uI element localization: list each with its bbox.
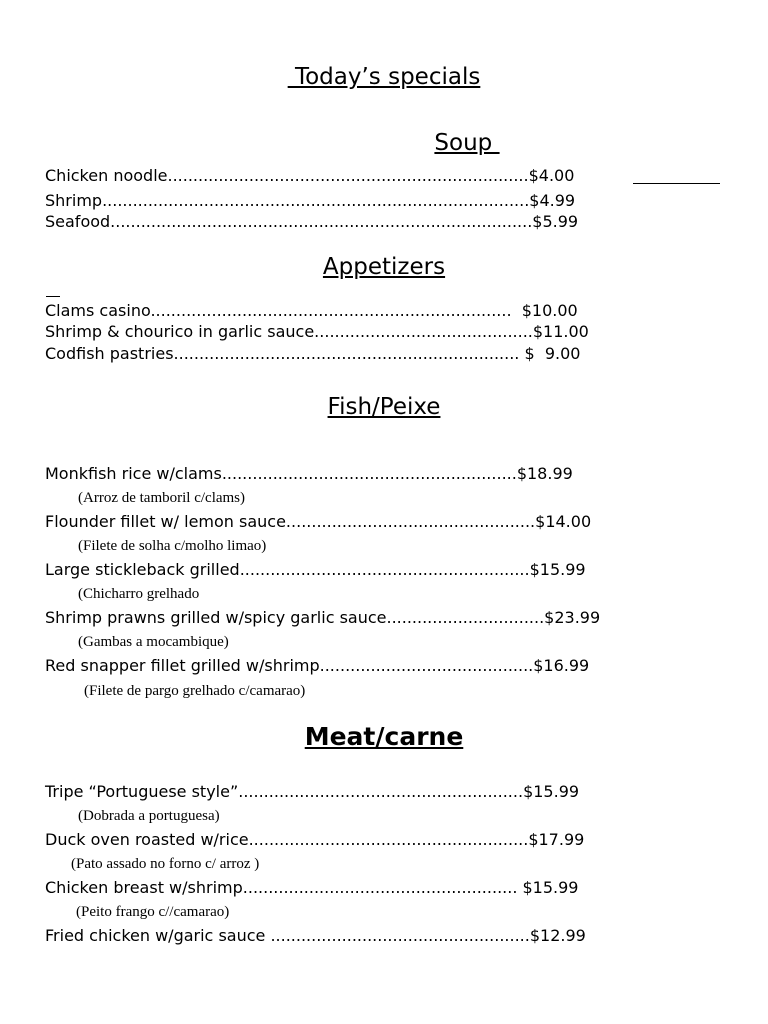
menu-item-chicken-noodle: Chicken noodle.......................................................................$4.00 [45,166,575,185]
menu-item-translation: (Filete de solha c/molho limao) [78,538,267,554]
menu-item-chicken-breast: Chicken breast w/shrimp...................................................... $15.99 [45,878,579,897]
menu-item-translation: (Filete de pargo grelhado c/camarao) [84,683,306,699]
menu-item-clams-casino: Clams casino....................................................................... $10.00 [45,301,578,320]
menu-item-shrimp-prawns: Shrimp prawns grilled w/spicy garlic sauce...............................$23.99 [45,608,601,627]
menu-item-red-snapper: Red snapper fillet grilled w/shrimp..........................................$16.99 [45,656,590,675]
underline-rule [633,183,720,184]
menu-item-translation: (Dobrada a portuguesa) [78,808,220,824]
menu-item-shrimp-chourico: Shrimp & chourico in garlic sauce...........................................$11.00 [45,322,589,341]
menu-item-translation: (Gambas a mocambique) [78,634,229,650]
menu-item-stickleback: Large stickleback grilled.........................................................$15.99 [45,560,586,579]
section-heading-appetizers: Appetizers [322,254,446,280]
page-title: Today’s specials [287,64,481,90]
section-heading-soup: Soup [434,130,500,156]
menu-item-seafood: Seafood...................................................................................$5.99 [45,212,579,231]
menu-item-tripe: Tripe “Portuguese style”........................................................$15.99 [45,782,580,801]
section-heading-fish: Fish/Peixe [327,394,441,420]
menu-item-translation: (Chicharro grelhado [78,586,200,602]
menu-item-monkfish-rice: Monkfish rice w/clams..........................................................$18.99 [45,464,573,483]
menu-item-translation: (Pato assado no forno c/ arroz ) [71,856,260,872]
short-rule [46,296,60,297]
menu-item-fried-chicken: Fried chicken w/garic sauce ...................................................$12.99 [45,926,586,945]
menu-item-codfish-pastries: Codfish pastries.................................................................... $ 9.00 [45,344,581,363]
menu-item-translation: (Arroz de tamboril c/clams) [78,490,246,506]
menu-item-shrimp-soup: Shrimp....................................................................................$4.99 [45,191,576,210]
menu-item-duck: Duck oven roasted w/rice.......................................................$17.99 [45,830,585,849]
menu-item-translation: (Peito frango c//camarao) [76,904,230,920]
menu-item-flounder-fillet: Flounder fillet w/ lemon sauce.................................................$14.00 [45,512,592,531]
section-heading-meat: Meat/carne [304,722,464,751]
